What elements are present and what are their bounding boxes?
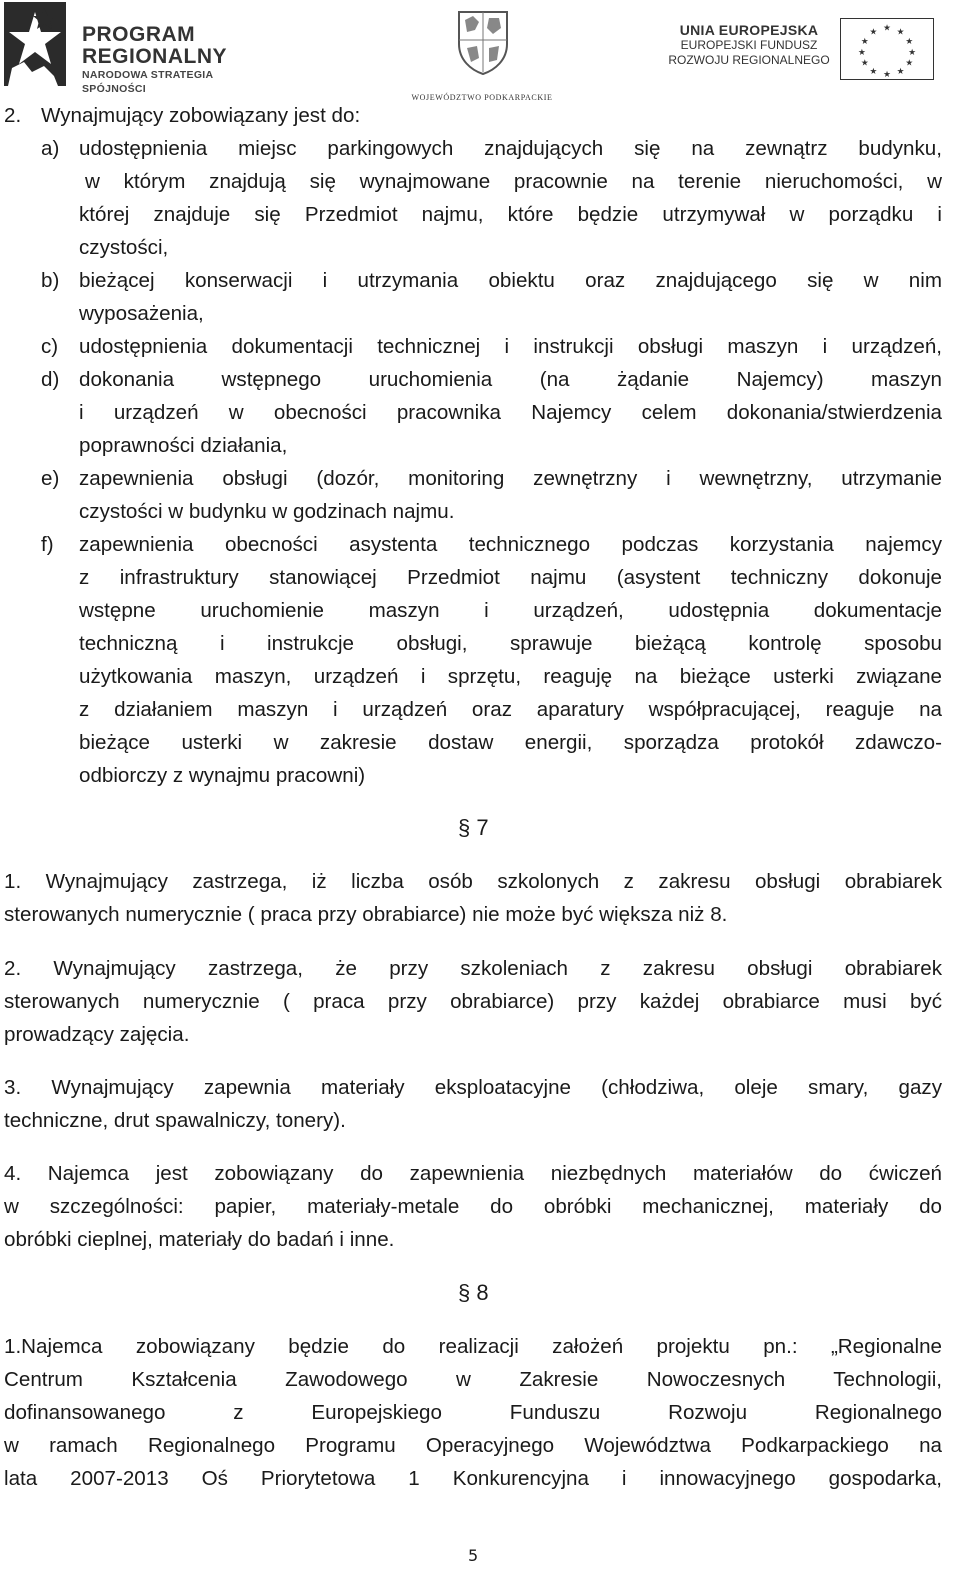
voivodeship-name: WOJEWÓDZTWO PODKARPACKIE: [411, 93, 553, 102]
document-header: [0, 0, 960, 100]
paragraph-number: 2.: [4, 104, 22, 127]
star-logo-icon: [4, 2, 66, 86]
list-item-line: bieżącej konserwacji i utrzymania obiektu oraz znajdującego się w nim: [79, 269, 942, 292]
list-item-line: dokonania wstępnego uruchomienia (na żądanie Najemcy) maszyn: [79, 368, 942, 391]
paragraph-line: lata 2007-2013 Oś Priorytetowa 1 Konkurencyjna i innowacyjnego gospodarka,: [4, 1467, 942, 1490]
list-item-line: udostępnienia dokumentacji technicznej i instrukcji obsługi maszyn i urządzeń,: [79, 335, 942, 358]
list-item-line: z infrastruktury stanowiącej Przedmiot najmu (asystent techniczny dokonuje: [79, 566, 942, 589]
list-item-line: w którym znajdują się wynajmowane pracownie na terenie nieruchomości, w: [85, 170, 942, 193]
list-item-line: i urządzeń w obecności pracownika Najemcy celem dokonania/stwierdzenia: [79, 401, 942, 424]
svg-text:★: ★: [869, 27, 878, 38]
paragraph-line: techniczne, drut spawalniczy, tonery).: [4, 1109, 346, 1132]
strategy-subtitle: NARODOWA STRATEGIA SPÓJNOŚCI: [82, 69, 214, 95]
svg-text:★: ★: [908, 47, 917, 58]
list-item-line: wyposażenia,: [79, 302, 204, 325]
list-item-label: d): [41, 368, 60, 391]
section-heading: § 7: [458, 815, 489, 840]
svg-text:★: ★: [860, 37, 869, 48]
paragraph-line: Centrum Kształcenia Zawodowego w Zakresie Nowoczesnych Technologii,: [4, 1368, 942, 1391]
voivodeship-crest-icon: [455, 8, 511, 76]
list-item-line: techniczną i instrukcje obsługi, sprawuje bieżącą kontrolę sposobu: [79, 632, 942, 655]
paragraph-line: w ramach Regionalnego Programu Operacyjnego Województwa Podkarpackiego na: [4, 1434, 942, 1457]
list-item-line: bieżące usterki w zakresie dostaw energii, sporządza protokół zdawczo-: [79, 731, 942, 754]
svg-text:★: ★: [905, 58, 914, 69]
paragraph-line: 1. Wynajmujący zastrzega, iż liczba osób szkolonych z zakresu obsługi obrabiarek: [4, 870, 942, 893]
paragraph-line: sterowanych numerycznie ( praca przy obrabiarce) nie może być większa niż 8.: [4, 903, 728, 926]
eu-fund-line2: ROZWOJU REGIONALNEGO: [668, 53, 830, 67]
svg-text:★: ★: [896, 67, 905, 78]
list-item-label: b): [41, 269, 60, 292]
list-item-line: udostępnienia miejsc parkingowych znajdujących się na zewnątrz budynku,: [79, 137, 942, 160]
paragraph-line: dofinansowanego z Europejskiego Funduszu Rozwoju Regionalnego: [4, 1401, 942, 1424]
list-item-line: zapewnienia obecności asystenta technicznego podczas korzystania najemcy: [79, 533, 942, 556]
svg-text:★: ★: [857, 47, 866, 58]
list-item-label: e): [41, 467, 60, 490]
paragraph-intro: Wynajmujący zobowiązany jest do:: [41, 104, 361, 127]
program-regionalny-logo: [4, 2, 274, 95]
paragraph-line: obróbki cieplnej, materiały do badań i inne.: [4, 1228, 395, 1251]
eu-logo: [668, 18, 958, 82]
paragraph-line: w szczególności: papier, materiały-metale do obróbki mechanicznej, materiały do: [4, 1195, 942, 1218]
page-number: 5: [468, 1546, 479, 1565]
podkarpackie-logo: [392, 8, 572, 100]
list-item-line: poprawności działania,: [79, 434, 288, 457]
list-item-label: f): [41, 533, 54, 556]
list-item-line: zapewnienia obsługi (dozór, monitoring zewnętrzny i wewnętrzny, utrzymanie: [79, 467, 942, 490]
paragraph-line: 4. Najemca jest zobowiązany do zapewnienia niezbędnych materiałów do ćwiczeń: [4, 1162, 942, 1185]
paragraph-line: 3. Wynajmujący zapewnia materiały eksploatacyjne (chłodziwa, oleje smary, gazy: [4, 1076, 942, 1099]
paragraph-line: sterowanych numerycznie ( praca przy obrabiarce) przy każdej obrabiarce musi być: [4, 990, 942, 1013]
paragraph-line: prowadzący zajęcia.: [4, 1023, 190, 1046]
regional-title: REGIONALNY: [82, 45, 228, 68]
svg-text:★: ★: [883, 23, 891, 34]
list-item-line: z działaniem maszyn i urządzeń oraz aparatury współpracującej, reaguje na: [79, 698, 942, 721]
list-item-line: czystości w budynku w godzinach najmu.: [79, 500, 455, 523]
list-item-label: a): [41, 137, 60, 160]
svg-text:★: ★: [860, 58, 869, 69]
list-item-line: odbiorczy z wynajmu pracowni): [79, 764, 366, 787]
svg-text:★: ★: [883, 70, 891, 80]
eu-fund-line1: EUROPEJSKI FUNDUSZ: [680, 38, 818, 52]
eu-flag-icon: [840, 18, 934, 80]
list-item-line: której znajduje się Przedmiot najmu, które będzie utrzymywał w porządku i: [79, 203, 942, 226]
list-item-line: czystości,: [79, 236, 169, 259]
program-title: PROGRAM: [82, 23, 196, 46]
list-item-label: c): [41, 335, 59, 358]
list-item-line: użytkowania maszyn, urządzeń i sprzętu, reaguję na bieżące usterki związane: [79, 665, 942, 688]
svg-text:★: ★: [896, 27, 905, 38]
section-heading: § 8: [458, 1280, 489, 1305]
eu-title: UNIA EUROPEJSKA: [679, 22, 819, 38]
svg-text:★: ★: [869, 67, 878, 78]
paragraph-line: 2. Wynajmujący zastrzega, że przy szkoleniach z zakresu obsługi obrabiarek: [4, 957, 942, 980]
svg-text:★: ★: [905, 37, 914, 48]
list-item-line: wstępne uruchomienie maszyn i urządzeń, udostępnia dokumentacje: [79, 599, 942, 622]
paragraph-line: 1.Najemca zobowiązany będzie do realizacji założeń projektu pn.: „Regionalne: [4, 1335, 942, 1358]
